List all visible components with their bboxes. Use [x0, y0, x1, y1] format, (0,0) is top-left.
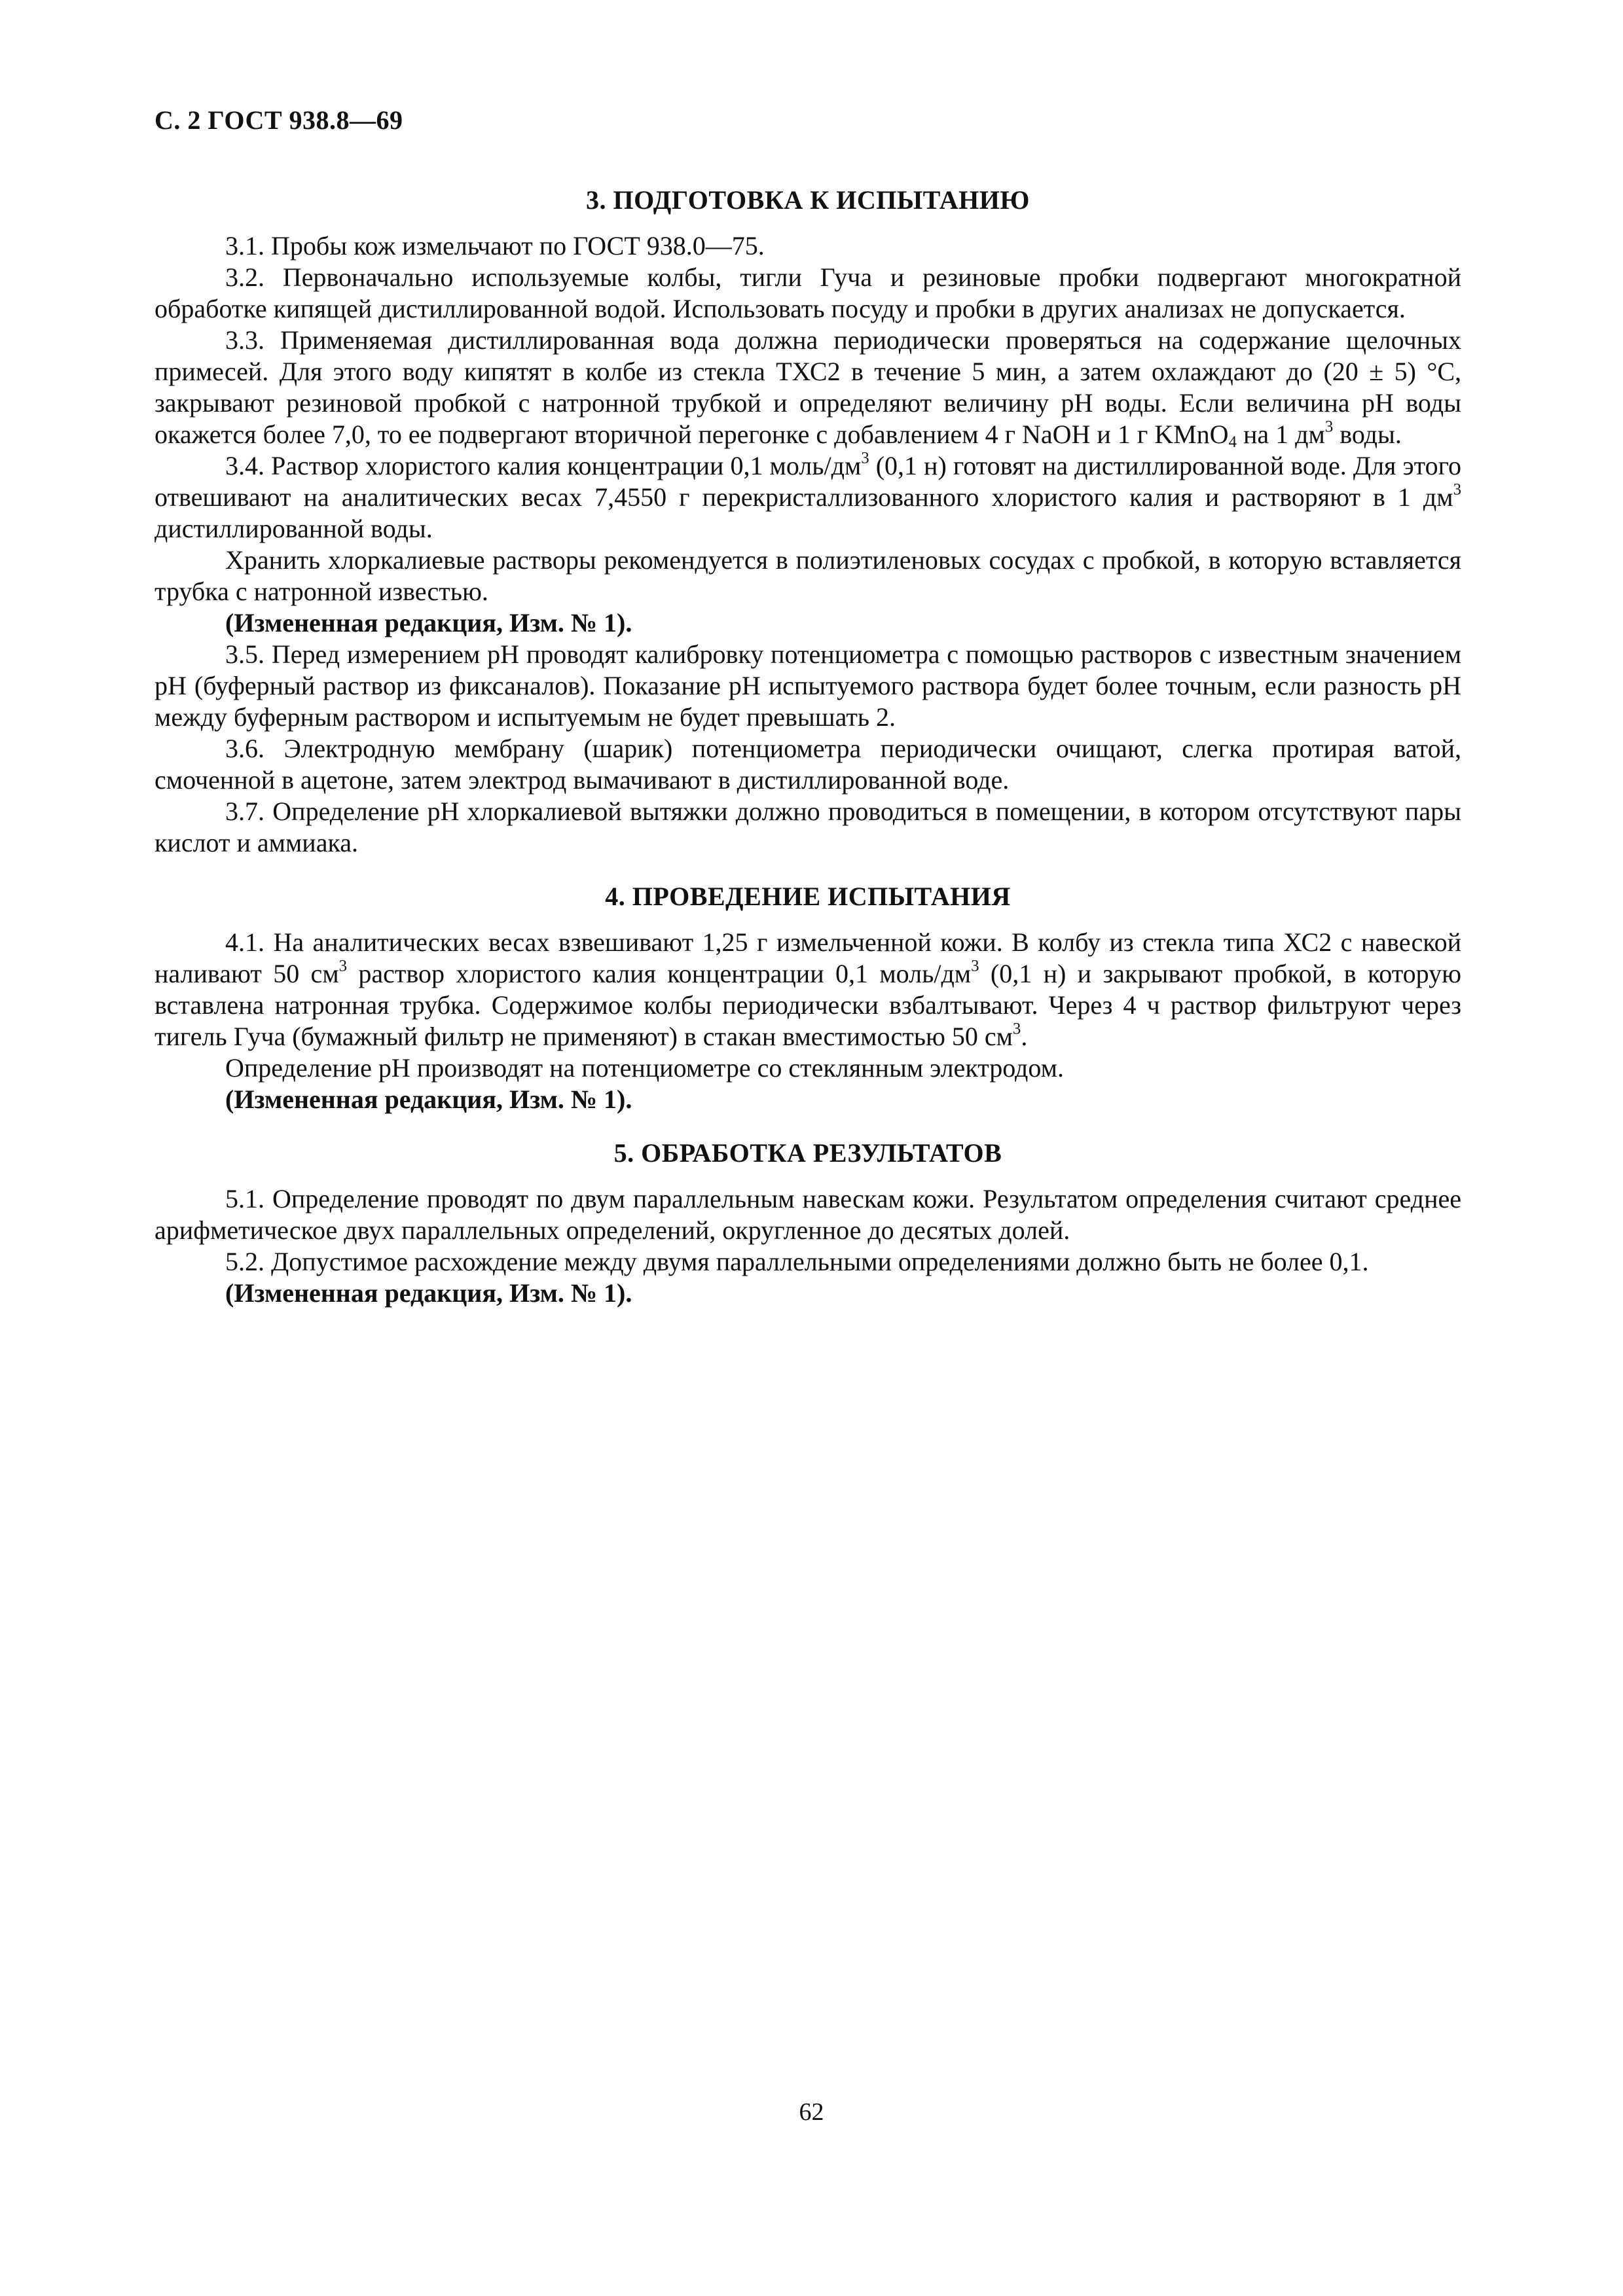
- superscript: 3: [1324, 418, 1334, 436]
- amendment-note: (Измененная редакция, Изм. № 1).: [225, 608, 632, 637]
- paragraph-5-2: 5.2. Допустимое расхождение между двумя параллельными определениями должно быть не более 0,1.: [225, 1247, 1369, 1276]
- amendment-note: (Измененная редакция, Изм. № 1).: [225, 1278, 632, 1308]
- paragraph-3-4: 3.4. Раствор хлористого калия концентрации 0,1 моль/$дм^3$ (0,1 н) готовят на дистиллированной воде. Для этого отвешивают на аналитических весах 7,4550 г перекристаллизованного хлористого калия и растворяют в 1 $дм^3$ дистиллированной воды.: [155, 449, 1461, 543]
- superscript: 3: [1012, 1020, 1021, 1038]
- paragraph-3-2: 3.2. Первоначально используемые колбы, тигли Гуча и резиновые пробки подвергают многократной обработке кипящей дистиллированной водой. Использовать посуду и пробки в других анализах не допускается.: [155, 262, 1461, 323]
- superscript: 3: [1453, 480, 1461, 499]
- section-3-heading: 3. ПОДГОТОВКА К ИСПЫТАНИЮ: [586, 185, 1030, 215]
- superscript: 3: [338, 957, 348, 975]
- section-5-heading: 5. ОБРАБОТКА РЕЗУЛЬТАТОВ: [613, 1138, 1002, 1168]
- section-4-heading: 4. ПРОВЕДЕНИЕ ИСПЫТАНИЯ: [605, 882, 1011, 911]
- paragraph-5-1: 5.1. Определение проводят по двум параллельным навескам кожи. Результатом определения считают среднее арифметическое двух параллельных определений, округленное до десятых долей.: [155, 1184, 1461, 1245]
- paragraph-3-7: 3.7. Определение рН хлоркалиевой вытяжки должно проводиться в помещении, в котором отсутствуют пары кислот и аммиака.: [155, 797, 1461, 857]
- paragraph-3-3: 3.3. Применяемая дистиллированная вода должна периодически проверяться на содержание щелочных примесей. Для этого воду кипятят в колбе из стекла ТХС2 в течение 5 мин, а затем охлаждают до (20 ± 5) °С, закрывают резиновой пробкой с натронной трубкой и определяют величину рН воды. Если величина рН воды окажется более 7,0, то ее подвергают вторичной перегонке с добавлением 4 г NaOH и 1 г KMnO$_4$ на 1 $дм^3$ воды.: [155, 325, 1461, 452]
- paragraph-3-4-storage: Хранить хлоркалиевые растворы рекомендуется в полиэтиленовых сосудах с пробкой, в которую вставляется трубка с натронной известью.: [155, 545, 1461, 606]
- superscript: 3: [861, 449, 869, 467]
- subscript: 4: [1228, 433, 1237, 452]
- page-number: 62: [799, 2098, 824, 2126]
- paragraph-4-ph: Определение рН производят на потенциометре со стеклянным электродом.: [225, 1053, 1064, 1083]
- paragraph-3-5: 3.5. Перед измерением рН проводят калибровку потенциометра с помощью растворов с известным значением рН (буферный раствор из фиксаналов). Показание рН испытуемого раствора будет более точным, если разность рН между буферным раствором и испытуемым не будет превышать 2.: [155, 639, 1461, 732]
- superscript: 3: [971, 957, 979, 975]
- running-head: С. 2 ГОСТ 938.8—69: [155, 105, 403, 135]
- amendment-note: (Измененная редакция, Изм. № 1).: [225, 1085, 632, 1114]
- paragraph-3-1: 3.1. Пробы кож измельчают по ГОСТ 938.0—75.: [225, 231, 765, 260]
- paragraph-4-1: 4.1. На аналитических весах взвешивают 1,25 г измельченной кожи. В колбу из стекла типа ХС2 с навеской наливают 50 $см^3$ раствор хлористого калия концентрации 0,1 моль/$дм^3$ (0,1 н) и закрывают пробкой, в которую вставлена натронная трубка. Содержимое колбы периодически взбалтывают. Через 4 ч раствор фильтруют через тигель Гуча (бумажный фильтр не применяют) в стакан вместимостью 50 $см^3$.: [155, 927, 1462, 1051]
- paragraph-3-6: 3.6. Электродную мембрану (шарик) потенциометра периодически очищают, слегка протирая ватой, смоченной в ацетоне, затем электрод вымачивают в дистиллированной воде.: [155, 734, 1461, 795]
- document-body: [155, 185, 1461, 1309]
